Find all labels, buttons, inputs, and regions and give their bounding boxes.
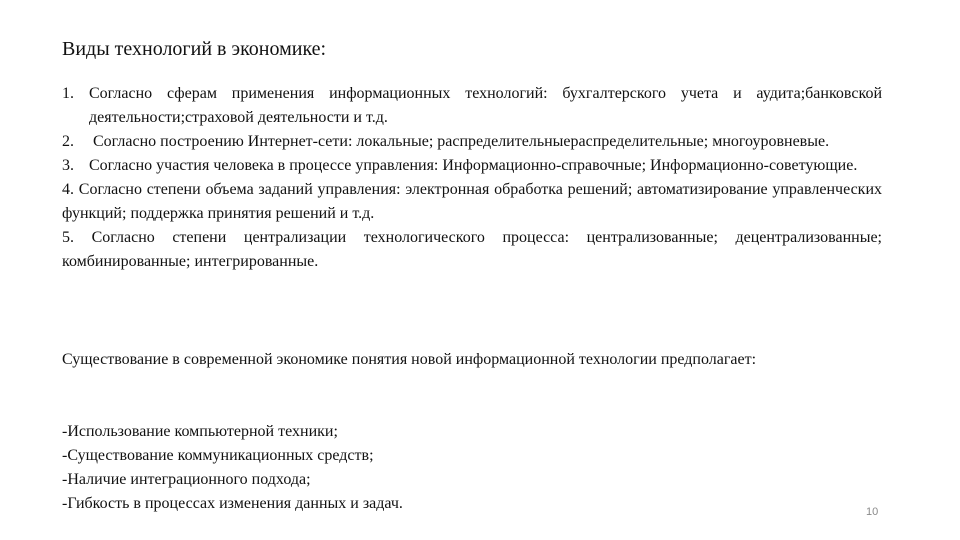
list-item: -Гибкость в процессах изменения данных и задач.	[62, 495, 403, 512]
list-item	[62, 154, 882, 178]
list-item-text: Согласно степени объема заданий управления: электронная обработка решений; автоматизирование управленческих функций; поддержка принятия решений и т.д.	[62, 181, 883, 222]
list-item-text: Согласно участия человека в процессе управления: Информационно-справочные; Информационно-советующие.	[89, 157, 858, 174]
slide-title: Виды технологий в экономике:	[62, 38, 327, 60]
list-item-number: 3.	[62, 157, 74, 174]
page-number: 10	[866, 506, 879, 518]
list-item-text: Согласно сферам применения информационных технологий: бухгалтерского учета и аудита;банковской деятельности;страховой деятельности и т.д.	[89, 85, 882, 126]
list-item-text: Согласно построению Интернет-сети: локальные; распределительныераспределительные; многоуровневые.	[89, 133, 830, 150]
list-item-number: 5.	[62, 229, 74, 246]
list-item	[62, 130, 882, 154]
list-item-text: Согласно степени централизации технологического процесса: централизованные; децентрализованные; комбинированные; интегрированные.	[62, 229, 882, 270]
list-item: -Существование коммуникационных средств;	[62, 447, 374, 464]
list-item-number: 4.	[62, 181, 74, 198]
list-item: -Наличие интеграционного подхода;	[62, 471, 311, 488]
intro-paragraph: Существование в современной экономике понятия новой информационной технологии предполагает:	[62, 351, 757, 368]
list-item	[62, 178, 882, 226]
list-item	[62, 226, 882, 274]
list-item: -Использование компьютерной техники;	[62, 423, 338, 440]
list-item-number: 1.	[62, 85, 74, 102]
technology-types-list	[62, 82, 882, 274]
list-item-number: 2.	[62, 133, 74, 150]
list-item	[62, 82, 882, 130]
requirements-list	[62, 420, 882, 516]
